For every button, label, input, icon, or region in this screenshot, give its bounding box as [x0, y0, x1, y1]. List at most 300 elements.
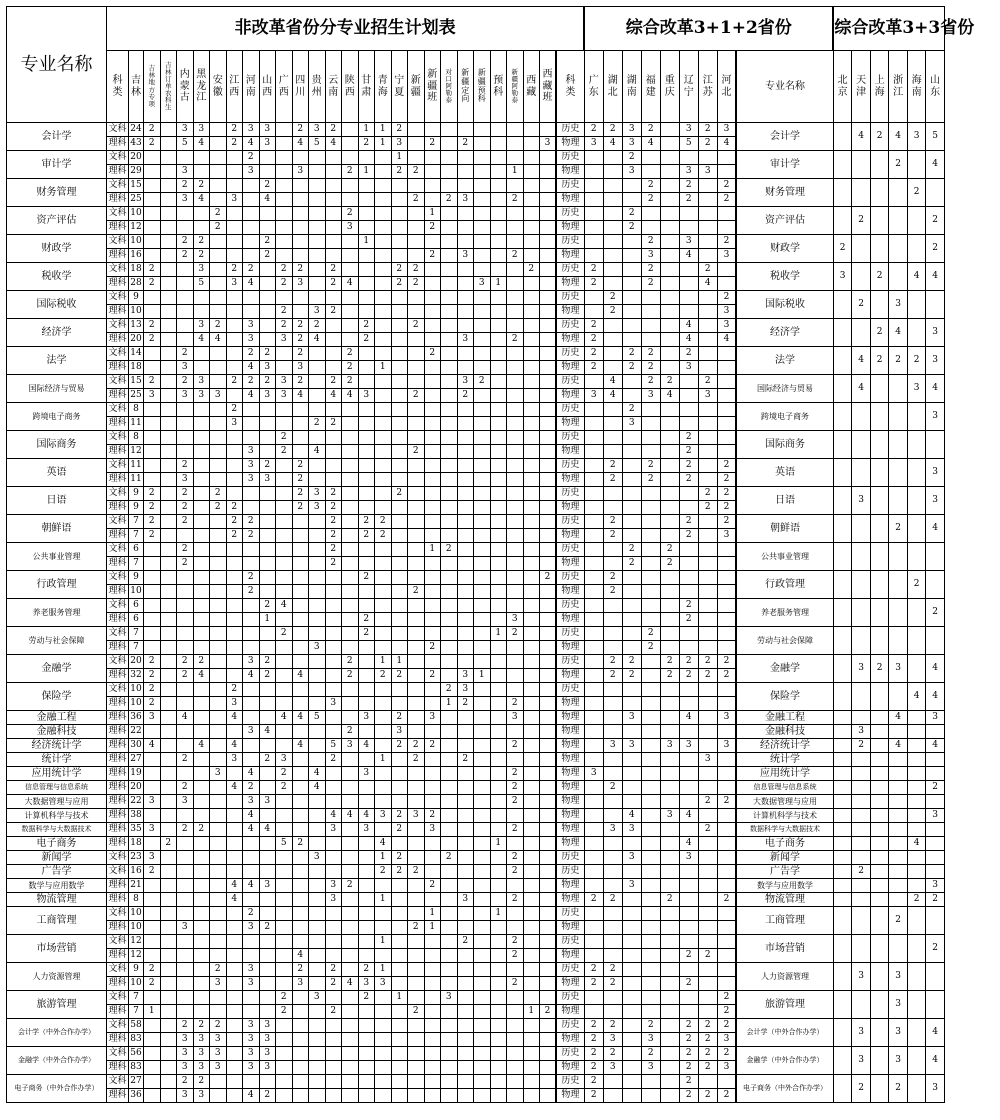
quota-cell — [441, 641, 458, 655]
quota-cell — [490, 165, 507, 179]
quota-cell: 2 — [144, 683, 161, 697]
quota-cell — [325, 921, 342, 935]
quota-cell — [474, 683, 491, 697]
quota-cell — [375, 739, 392, 753]
quota-cell — [276, 151, 293, 165]
quota-cell — [259, 865, 276, 879]
quota-cell: 2 — [391, 711, 408, 725]
quota-cell — [441, 501, 458, 515]
quota-cell-312 — [679, 921, 698, 935]
quota-cell-312 — [584, 879, 603, 893]
quota-cell — [523, 753, 540, 767]
quota-cell: 7 — [129, 627, 144, 641]
category-cell: 理科 — [107, 333, 129, 347]
quota-cell — [144, 557, 161, 571]
quota-cell-312 — [698, 697, 717, 711]
quota-cell — [259, 543, 276, 557]
table-row — [7, 907, 945, 921]
quota-cell-312: 2 — [679, 445, 698, 459]
quota-cell — [342, 613, 359, 627]
quota-cell — [342, 753, 359, 767]
quota-cell-312 — [603, 221, 622, 235]
quota-cell-312: 2 — [717, 473, 736, 487]
quota-cell-33 — [907, 711, 926, 725]
quota-cell — [309, 235, 326, 249]
quota-cell-33: 3 — [889, 291, 908, 319]
quota-cell — [507, 991, 524, 1005]
quota-cell-312 — [584, 151, 603, 165]
quota-cell: 3 — [177, 1061, 194, 1075]
quota-cell-312 — [660, 459, 679, 473]
quota-cell — [193, 907, 210, 921]
quota-cell — [358, 781, 375, 795]
quota-cell — [457, 431, 474, 445]
quota-cell-312: 3 — [622, 711, 641, 725]
quota-cell — [342, 963, 359, 977]
quota-cell — [292, 753, 309, 767]
quota-cell — [391, 389, 408, 403]
quota-cell — [160, 305, 177, 319]
quota-cell — [408, 781, 425, 795]
quota-cell-312 — [717, 865, 736, 879]
quota-cell — [424, 487, 441, 501]
category-cell: 理科 — [107, 529, 129, 543]
quota-cell-312 — [679, 375, 698, 389]
quota-cell-33 — [870, 1019, 889, 1047]
province-header-312: 河 北 — [717, 51, 736, 123]
quota-cell — [375, 347, 392, 361]
quota-cell — [523, 1061, 540, 1075]
category-cell-312: 物理 — [556, 473, 584, 487]
quota-cell — [391, 1005, 408, 1019]
quota-cell: 2 — [276, 445, 293, 459]
quota-cell — [474, 487, 491, 501]
quota-cell — [144, 207, 161, 221]
quota-cell: 9 — [129, 291, 144, 305]
quota-cell-312 — [717, 837, 736, 851]
quota-cell-33: 2 — [926, 935, 945, 963]
quota-cell-33 — [889, 263, 908, 291]
table-row — [7, 291, 945, 305]
quota-cell — [226, 151, 243, 165]
quota-cell-312 — [622, 697, 641, 711]
quota-cell: 16 — [129, 865, 144, 879]
quota-cell — [160, 991, 177, 1005]
major-name-cell-33: 国际税收 — [736, 291, 833, 319]
quota-cell-312 — [679, 417, 698, 431]
quota-cell-312 — [584, 809, 603, 823]
quota-cell-33: 2 — [852, 865, 871, 879]
quota-cell — [160, 529, 177, 543]
quota-cell — [408, 1089, 425, 1103]
category-cell: 文科 — [107, 515, 129, 529]
quota-cell — [441, 739, 458, 753]
quota-cell — [424, 613, 441, 627]
quota-cell — [507, 473, 524, 487]
quota-cell — [424, 963, 441, 977]
quota-cell — [457, 347, 474, 361]
quota-cell-312 — [603, 403, 622, 417]
quota-cell-312: 2 — [584, 1047, 603, 1061]
quota-cell — [523, 571, 540, 585]
quota-cell: 3 — [144, 795, 161, 809]
quota-cell-312 — [622, 1075, 641, 1089]
quota-cell — [375, 333, 392, 347]
quota-cell — [177, 725, 194, 739]
quota-cell-312 — [622, 375, 641, 389]
quota-cell — [193, 361, 210, 375]
quota-cell: 4 — [226, 893, 243, 907]
quota-cell-33 — [870, 207, 889, 235]
quota-cell — [276, 851, 293, 865]
quota-cell — [424, 151, 441, 165]
major-name-cell-33: 会计学（中外合作办学） — [736, 1019, 833, 1047]
quota-cell — [177, 697, 194, 711]
quota-cell-33 — [870, 711, 889, 725]
quota-cell: 22 — [129, 725, 144, 739]
quota-cell: 2 — [259, 235, 276, 249]
quota-cell-312 — [679, 1005, 698, 1019]
quota-cell-312 — [584, 935, 603, 949]
quota-cell — [358, 683, 375, 697]
quota-cell — [342, 1075, 359, 1089]
quota-cell — [391, 599, 408, 613]
category-cell: 文科 — [107, 347, 129, 361]
category-header: 科 类 — [107, 51, 129, 123]
quota-cell-312: 3 — [717, 1061, 736, 1075]
quota-cell: 7 — [129, 641, 144, 655]
quota-cell — [523, 1047, 540, 1061]
quota-cell-33 — [889, 207, 908, 235]
quota-cell — [144, 991, 161, 1005]
quota-cell — [474, 599, 491, 613]
quota-cell — [457, 151, 474, 165]
quota-cell — [358, 221, 375, 235]
quota-cell: 2 — [144, 697, 161, 711]
quota-cell — [540, 375, 557, 389]
quota-cell-312 — [603, 1075, 622, 1089]
quota-cell — [391, 207, 408, 221]
quota-cell — [507, 319, 524, 333]
quota-cell-312 — [584, 795, 603, 809]
quota-cell: 4 — [259, 725, 276, 739]
quota-cell — [358, 179, 375, 193]
quota-cell-312 — [622, 179, 641, 193]
quota-cell-33 — [833, 837, 852, 851]
quota-cell — [474, 235, 491, 249]
quota-cell: 6 — [129, 543, 144, 557]
quota-cell — [358, 655, 375, 669]
quota-cell — [243, 235, 260, 249]
quota-cell-33: 2 — [852, 207, 871, 235]
quota-cell — [523, 837, 540, 851]
quota-cell — [408, 137, 425, 151]
category-cell: 文科 — [107, 319, 129, 333]
table-row — [7, 683, 945, 697]
quota-cell-33 — [870, 935, 889, 963]
major-name-cell-33: 金融学 — [736, 655, 833, 683]
quota-cell-312 — [660, 515, 679, 529]
quota-cell — [325, 949, 342, 963]
quota-cell — [457, 179, 474, 193]
quota-cell — [540, 193, 557, 207]
quota-cell — [408, 669, 425, 683]
quota-cell-312 — [603, 795, 622, 809]
quota-cell-312 — [698, 319, 717, 333]
quota-cell-33: 2 — [907, 571, 926, 599]
quota-cell-312 — [698, 473, 717, 487]
quota-cell — [507, 151, 524, 165]
quota-cell — [177, 277, 194, 291]
quota-cell-312 — [717, 165, 736, 179]
quota-cell: 2 — [144, 669, 161, 683]
quota-cell-312: 2 — [584, 1075, 603, 1089]
quota-cell — [259, 781, 276, 795]
quota-cell-312: 2 — [698, 1033, 717, 1047]
quota-cell-312 — [641, 851, 660, 865]
quota-cell — [457, 291, 474, 305]
quota-cell: 4 — [276, 599, 293, 613]
quota-cell — [391, 627, 408, 641]
quota-cell — [540, 445, 557, 459]
quota-cell — [210, 697, 227, 711]
quota-cell-33 — [907, 319, 926, 347]
quota-cell — [457, 767, 474, 781]
quota-cell — [193, 473, 210, 487]
quota-cell — [276, 613, 293, 627]
quota-cell: 2 — [507, 893, 524, 907]
quota-cell — [490, 711, 507, 725]
province-header-33: 海 南 — [907, 51, 926, 123]
quota-cell — [441, 1089, 458, 1103]
major-name-cell-33: 计算机科学与技术 — [736, 809, 833, 823]
quota-cell-312 — [679, 781, 698, 795]
quota-cell-312 — [622, 193, 641, 207]
quota-cell: 3 — [243, 165, 260, 179]
quota-cell — [441, 921, 458, 935]
major-name-cell: 财务管理 — [7, 179, 107, 207]
quota-cell-312 — [641, 935, 660, 949]
quota-cell — [210, 543, 227, 557]
quota-cell-312 — [584, 907, 603, 921]
quota-cell — [507, 305, 524, 319]
quota-cell-33: 2 — [889, 347, 908, 375]
quota-cell — [441, 221, 458, 235]
province-header: 云 南 — [325, 51, 342, 123]
quota-cell — [391, 333, 408, 347]
quota-cell: 2 — [325, 543, 342, 557]
quota-cell-312 — [698, 529, 717, 543]
quota-cell-312: 2 — [584, 333, 603, 347]
quota-cell — [325, 193, 342, 207]
quota-cell-312 — [622, 893, 641, 907]
quota-cell — [408, 795, 425, 809]
quota-cell — [358, 417, 375, 431]
quota-cell: 11 — [129, 473, 144, 487]
quota-cell-33 — [889, 753, 908, 767]
quota-cell: 2 — [408, 165, 425, 179]
quota-cell — [424, 1005, 441, 1019]
quota-cell — [391, 571, 408, 585]
quota-cell — [226, 305, 243, 319]
table-row — [7, 991, 945, 1005]
quota-cell-312: 3 — [679, 851, 698, 865]
quota-cell — [210, 459, 227, 473]
quota-cell: 3 — [193, 123, 210, 137]
category-cell-312: 历史 — [556, 1075, 584, 1089]
quota-cell — [342, 179, 359, 193]
quota-cell — [292, 795, 309, 809]
quota-cell-312 — [698, 361, 717, 375]
quota-cell: 10 — [129, 977, 144, 991]
quota-cell — [226, 557, 243, 571]
quota-cell — [474, 459, 491, 473]
quota-cell-312: 3 — [679, 739, 698, 753]
quota-cell: 7 — [129, 515, 144, 529]
quota-cell — [276, 515, 293, 529]
quota-cell — [160, 235, 177, 249]
quota-cell-33 — [907, 963, 926, 991]
category-cell-312: 物理 — [556, 613, 584, 627]
category-cell-312: 物理 — [556, 193, 584, 207]
major-name-cell-33: 日语 — [736, 487, 833, 515]
quota-cell — [259, 641, 276, 655]
quota-cell-312 — [641, 403, 660, 417]
quota-cell — [540, 501, 557, 515]
quota-cell — [540, 781, 557, 795]
quota-cell — [193, 529, 210, 543]
quota-cell-312 — [603, 263, 622, 277]
quota-cell: 2 — [210, 487, 227, 501]
quota-cell — [276, 585, 293, 599]
table-row — [7, 319, 945, 333]
quota-cell-312 — [603, 837, 622, 851]
quota-cell — [540, 851, 557, 865]
quota-cell-33 — [889, 627, 908, 655]
quota-cell-312 — [660, 823, 679, 837]
quota-cell-312 — [603, 711, 622, 725]
quota-cell-33 — [852, 781, 871, 795]
quota-cell — [292, 221, 309, 235]
quota-cell — [474, 739, 491, 753]
quota-cell — [540, 249, 557, 263]
quota-cell: 2 — [441, 543, 458, 557]
quota-cell — [226, 767, 243, 781]
quota-cell: 4 — [243, 389, 260, 403]
major-name-cell-33: 国际商务 — [736, 431, 833, 459]
quota-cell: 2 — [210, 221, 227, 235]
quota-cell — [441, 627, 458, 641]
quota-cell — [424, 781, 441, 795]
quota-cell — [441, 165, 458, 179]
quota-cell-312 — [641, 221, 660, 235]
quota-cell — [358, 487, 375, 501]
quota-cell: 3 — [243, 473, 260, 487]
quota-cell — [292, 683, 309, 697]
quota-cell — [144, 473, 161, 487]
quota-cell: 6 — [129, 599, 144, 613]
quota-cell — [342, 249, 359, 263]
major-name-cell-33: 行政管理 — [736, 571, 833, 599]
quota-cell — [540, 151, 557, 165]
quota-cell: 2 — [342, 165, 359, 179]
quota-cell: 12 — [129, 949, 144, 963]
quota-cell — [375, 1075, 392, 1089]
quota-cell: 2 — [424, 739, 441, 753]
quota-cell — [342, 599, 359, 613]
quota-cell: 4 — [177, 711, 194, 725]
quota-cell: 2 — [292, 333, 309, 347]
category-cell: 理科 — [107, 697, 129, 711]
quota-cell-312: 3 — [717, 305, 736, 319]
quota-cell — [457, 921, 474, 935]
quota-cell — [474, 263, 491, 277]
quota-cell-33 — [852, 571, 871, 599]
category-cell: 理科 — [107, 949, 129, 963]
quota-cell: 4 — [342, 809, 359, 823]
quota-cell: 2 — [424, 347, 441, 361]
quota-cell — [474, 333, 491, 347]
quota-cell — [523, 375, 540, 389]
quota-cell-312 — [584, 375, 603, 389]
quota-cell — [490, 459, 507, 473]
category-cell-312: 历史 — [556, 543, 584, 557]
quota-cell-33 — [870, 375, 889, 403]
quota-cell-312 — [603, 179, 622, 193]
quota-cell-33 — [833, 963, 852, 991]
quota-cell-312 — [679, 641, 698, 655]
quota-cell-312: 2 — [698, 1089, 717, 1103]
quota-cell — [292, 515, 309, 529]
quota-cell-312: 2 — [679, 515, 698, 529]
quota-cell-312 — [679, 585, 698, 599]
quota-cell-33 — [870, 725, 889, 739]
major-name-cell: 人力资源管理 — [7, 963, 107, 991]
quota-cell: 2 — [144, 277, 161, 291]
quota-cell: 4 — [193, 669, 210, 683]
quota-cell-312: 2 — [698, 123, 717, 137]
quota-cell — [490, 767, 507, 781]
quota-cell — [160, 123, 177, 137]
quota-cell: 3 — [276, 389, 293, 403]
quota-cell — [342, 543, 359, 557]
quota-cell: 2 — [259, 347, 276, 361]
quota-cell — [276, 809, 293, 823]
quota-cell — [474, 963, 491, 977]
quota-cell-312: 3 — [717, 319, 736, 333]
major-name-cell-33: 电子商务（中外合作办学） — [736, 1075, 833, 1103]
quota-cell — [540, 991, 557, 1005]
quota-cell-33 — [852, 683, 871, 711]
quota-cell: 3 — [424, 711, 441, 725]
quota-cell-33 — [833, 935, 852, 963]
quota-cell — [490, 445, 507, 459]
quota-cell — [490, 221, 507, 235]
quota-cell-312: 4 — [679, 333, 698, 347]
quota-cell — [226, 431, 243, 445]
quota-cell — [540, 403, 557, 417]
quota-cell-312: 2 — [603, 291, 622, 305]
province-header-312: 湖 南 — [622, 51, 641, 123]
quota-cell-33 — [833, 431, 852, 459]
quota-cell — [226, 291, 243, 305]
category-cell: 理科 — [107, 473, 129, 487]
quota-cell — [309, 347, 326, 361]
quota-cell: 2 — [292, 501, 309, 515]
quota-cell — [193, 207, 210, 221]
quota-cell-312 — [622, 977, 641, 991]
quota-cell — [243, 403, 260, 417]
